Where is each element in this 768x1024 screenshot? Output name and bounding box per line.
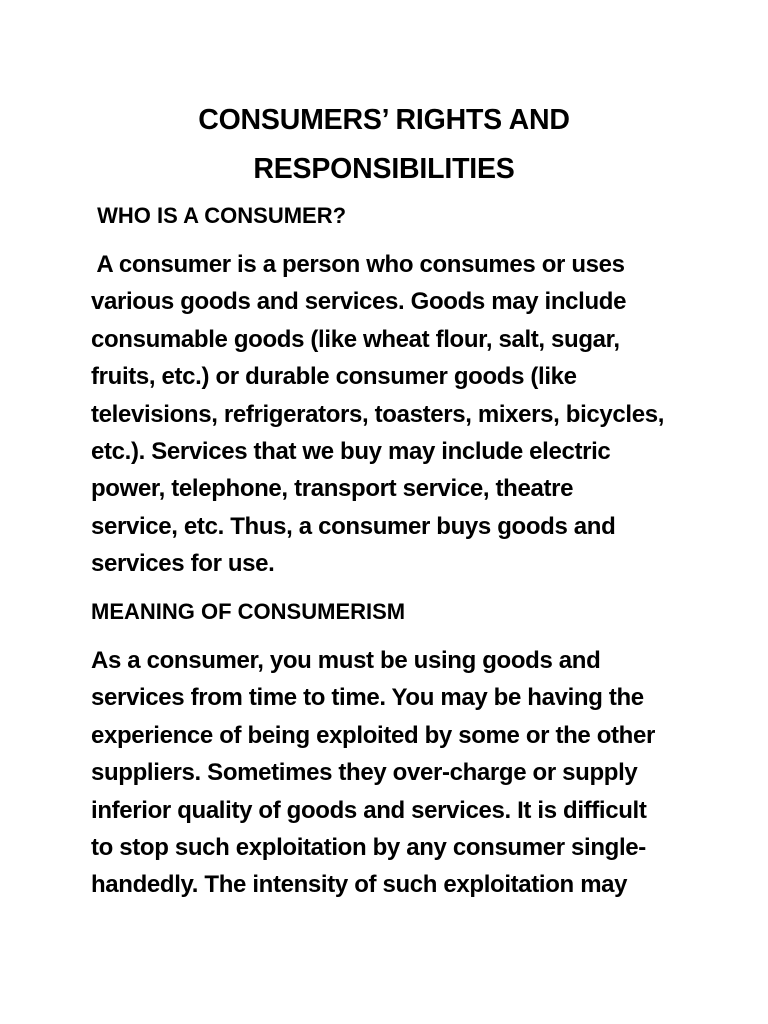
text-line: service, etc. Thus, a consumer buys goods and (91, 512, 616, 540)
title-line: CONSUMERS’ RIGHTS AND (198, 104, 570, 136)
paragraph-meaning-of-consumerism (91, 642, 701, 904)
text-line: various goods and services. Goods may include (91, 288, 627, 316)
text-line: power, telephone, transport service, theatre (91, 475, 574, 503)
title-line: RESPONSIBILITIES (253, 153, 515, 185)
text-line: services from time to time. You may be having the (91, 684, 644, 712)
section-heading-who-is-a-consumer: WHO IS A CONSUMER? (91, 203, 347, 228)
text-line: suppliers. Sometimes they over-charge or supply (91, 759, 638, 787)
document-title (0, 96, 768, 194)
text-line: experience of being exploited by some or the other (91, 721, 655, 749)
text-line: services for use. (91, 550, 275, 578)
text-line: As a consumer, you must be using goods and (91, 647, 601, 674)
text-line: to stop such exploitation by any consumer single- (91, 834, 646, 862)
section-heading-meaning-of-consumerism: MEANING OF CONSUMERISM (91, 599, 406, 624)
text-line: televisions, refrigerators, toasters, mixers, bicycles, (91, 400, 665, 428)
text-line: etc.). Services that we buy may include electric (91, 438, 611, 466)
paragraph-who-is-a-consumer (91, 246, 701, 583)
text-line: inferior quality of goods and services. It is difficult (91, 796, 647, 824)
text-line: A consumer is a person who consumes or uses (91, 251, 625, 278)
text-line: consumable goods (like wheat flour, salt, sugar, (91, 325, 620, 353)
text-line: handedly. The intensity of such exploitation may (91, 871, 628, 899)
text-line: fruits, etc.) or durable consumer goods (like (91, 363, 577, 391)
